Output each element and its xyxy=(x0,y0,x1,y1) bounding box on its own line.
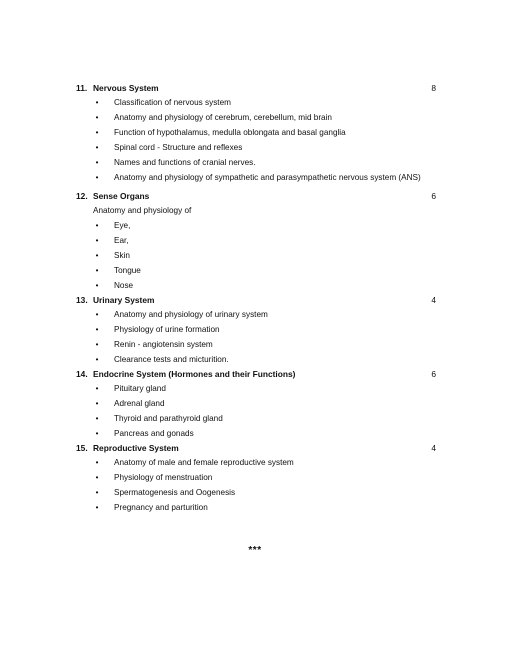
list-item-text: Anatomy and physiology of urinary system xyxy=(114,310,268,319)
list-item xyxy=(76,485,436,500)
section-header xyxy=(76,189,436,203)
list-item-text: Thyroid and parathyroid gland xyxy=(114,414,223,423)
topic-list xyxy=(76,455,436,515)
section-reproductive-system xyxy=(76,441,436,515)
list-item-text: Classification of nervous system xyxy=(114,98,231,107)
section-title: Sense Organs xyxy=(93,191,150,201)
bullet-icon: • xyxy=(95,488,99,497)
list-item-text: Renin - angiotensin system xyxy=(114,340,213,349)
section-intro: Anatomy and physiology of xyxy=(93,206,192,215)
list-item-text: Nose xyxy=(114,281,134,290)
section-hours: 4 xyxy=(431,295,436,305)
bullet-icon: • xyxy=(95,251,99,260)
list-item xyxy=(76,248,436,263)
bullet-icon: • xyxy=(95,128,99,137)
syllabus-content xyxy=(76,81,436,515)
bullet-icon: • xyxy=(95,143,99,152)
bullet-icon: • xyxy=(95,325,99,334)
bullet-icon: • xyxy=(95,429,99,438)
section-number: 11. xyxy=(76,83,88,93)
list-item-text: Ear, xyxy=(114,236,129,245)
bullet-icon: • xyxy=(95,384,99,393)
section-hours: 6 xyxy=(431,369,436,379)
list-item xyxy=(76,352,436,367)
bullet-icon: • xyxy=(95,503,99,512)
list-item-text: Spermatogenesis and Oogenesis xyxy=(114,488,236,497)
section-title: Nervous System xyxy=(93,83,159,93)
list-item xyxy=(76,233,436,248)
bullet-icon: • xyxy=(95,414,99,423)
list-item-text: Anatomy of male and female reproductive system xyxy=(114,458,294,467)
topic-list xyxy=(76,218,436,293)
list-item-text: Tongue xyxy=(114,266,141,275)
list-item-text: Physiology of menstruation xyxy=(114,473,213,482)
bullet-icon: • xyxy=(95,399,99,408)
list-item xyxy=(76,140,436,155)
bullet-icon: • xyxy=(95,236,99,245)
section-sense-organs xyxy=(76,189,436,293)
list-item xyxy=(76,307,436,322)
list-item-text: Pancreas and gonads xyxy=(114,429,194,438)
end-of-section-mark: *** xyxy=(248,545,262,556)
list-item-text: Anatomy and physiology of cerebrum, cerebellum, mid brain xyxy=(114,113,332,122)
section-header xyxy=(76,367,436,381)
list-item-text: Anatomy and physiology of sympathetic and parasympathetic nervous system (ANS) xyxy=(114,173,421,182)
section-number: 12. xyxy=(76,191,88,201)
section-title: Reproductive System xyxy=(93,443,179,453)
list-item-text: Spinal cord - Structure and reflexes xyxy=(114,143,243,152)
bullet-icon: • xyxy=(95,458,99,467)
list-item xyxy=(76,125,436,140)
section-hours: 4 xyxy=(431,443,436,453)
section-urinary-system xyxy=(76,293,436,367)
bullet-icon: • xyxy=(95,266,99,275)
list-item xyxy=(76,155,436,170)
list-item xyxy=(76,470,436,485)
section-header xyxy=(76,81,436,95)
section-header xyxy=(76,293,436,307)
bullet-icon: • xyxy=(95,98,99,107)
bullet-icon: • xyxy=(95,355,99,364)
topic-list xyxy=(76,381,436,441)
list-item xyxy=(76,455,436,470)
list-item xyxy=(76,322,436,337)
bullet-icon: • xyxy=(95,113,99,122)
bullet-icon: • xyxy=(95,158,99,167)
section-number: 13. xyxy=(76,295,88,305)
topic-list xyxy=(76,307,436,367)
list-item-text: Eye, xyxy=(114,221,131,230)
list-item xyxy=(76,110,436,125)
section-header xyxy=(76,441,436,455)
topic-list xyxy=(76,95,436,189)
list-item-text: Adrenal gland xyxy=(114,399,165,408)
list-item-text: Skin xyxy=(114,251,130,260)
list-item xyxy=(76,381,436,396)
section-title: Urinary System xyxy=(93,295,155,305)
list-item-text: Pituitary gland xyxy=(114,384,166,393)
section-number: 15. xyxy=(76,443,88,453)
section-title: Endocrine System (Hormones and their Functions) xyxy=(93,369,296,379)
bullet-icon: • xyxy=(95,340,99,349)
list-item xyxy=(76,278,436,293)
list-item-text: Physiology of urine formation xyxy=(114,325,220,334)
list-item-text: Clearance tests and micturition. xyxy=(114,355,229,364)
list-item xyxy=(76,263,436,278)
list-item xyxy=(76,396,436,411)
list-item-text: Function of hypothalamus, medulla oblongata and basal ganglia xyxy=(114,128,346,137)
section-endocrine-system xyxy=(76,367,436,441)
section-number: 14. xyxy=(76,369,88,379)
list-item-text: Pregnancy and parturition xyxy=(114,503,208,512)
bullet-icon: • xyxy=(95,281,99,290)
section-nervous-system xyxy=(76,81,436,189)
bullet-icon: • xyxy=(95,473,99,482)
bullet-icon: • xyxy=(95,173,99,182)
list-item-text: Names and functions of cranial nerves. xyxy=(114,158,256,167)
list-item xyxy=(76,500,436,515)
list-item xyxy=(76,426,436,441)
list-item xyxy=(76,337,436,352)
list-item xyxy=(76,170,436,189)
section-hours: 6 xyxy=(431,191,436,201)
bullet-icon: • xyxy=(95,310,99,319)
list-item xyxy=(76,218,436,233)
list-item xyxy=(76,411,436,426)
section-hours: 8 xyxy=(431,83,436,93)
bullet-icon: • xyxy=(95,221,99,230)
list-item xyxy=(76,95,436,110)
